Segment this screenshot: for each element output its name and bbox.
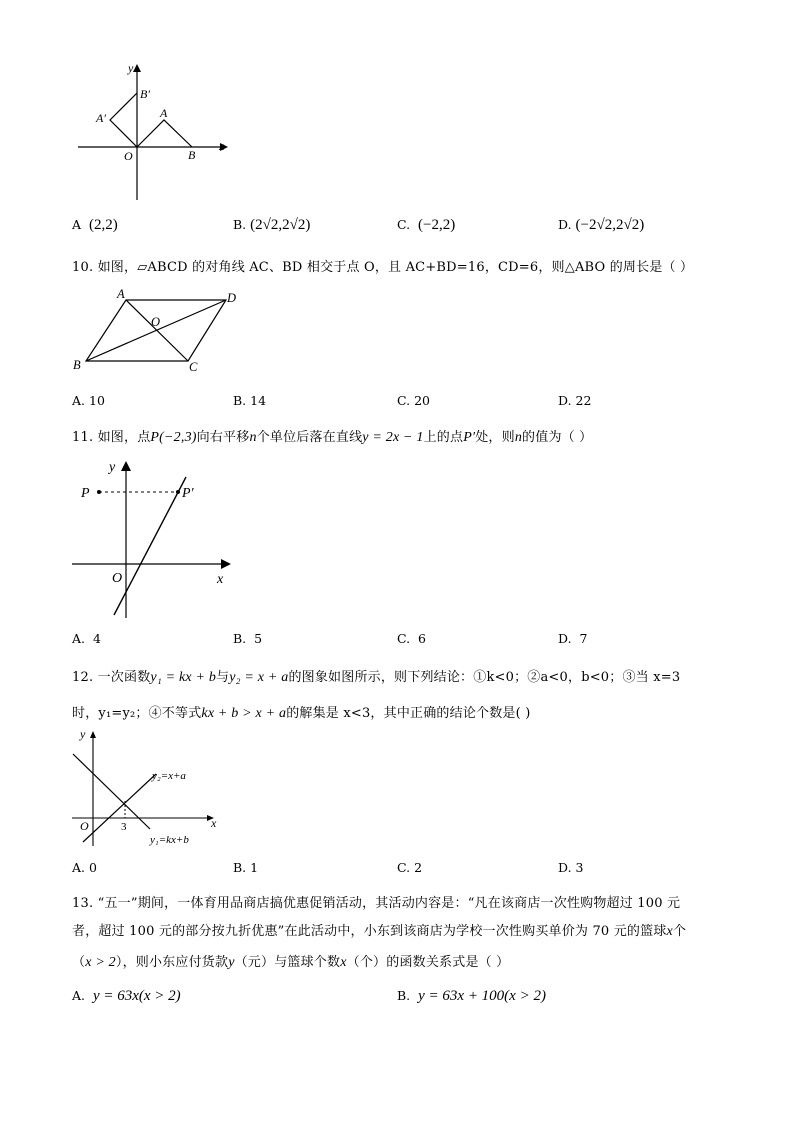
stem-text: （ (72, 955, 86, 970)
q12-label-3: 3 (121, 821, 127, 833)
option-letter: D. (558, 393, 572, 408)
q11-label-y: y (109, 460, 116, 475)
option-letter: B. (233, 393, 247, 408)
q12-option-d (558, 860, 584, 875)
stem-text: 的值为（ ） (522, 430, 593, 445)
q13-option-b (397, 988, 546, 1005)
q12-label-y2: y₂=x+a (152, 770, 186, 782)
q9-label-b-prime: B′ (140, 87, 150, 101)
stem-text: 上的点 (423, 430, 464, 445)
q10-option-c (397, 393, 430, 408)
q9-figure (70, 58, 240, 208)
option-letter: A. (72, 393, 86, 408)
q11-option-d (558, 631, 587, 646)
var-x: x (666, 924, 673, 939)
q10-option-a (72, 393, 105, 408)
q9-option-c (397, 217, 455, 234)
point-p: P(−2,3) (150, 430, 197, 445)
q12-label-x: x (211, 816, 217, 830)
option-text: 14 (250, 393, 267, 408)
inequality: kx + b > x + a (201, 706, 287, 721)
option-letter: C. (397, 860, 411, 875)
q12-option-b (233, 860, 258, 875)
q12-label-o: O (80, 819, 89, 833)
option-text: 2 (414, 860, 423, 875)
q13-option-a (72, 988, 181, 1005)
option-letter: D. (558, 631, 572, 646)
option-text: 10 (89, 393, 105, 408)
q12-label-y: y (80, 727, 86, 741)
option-text: 5 (254, 631, 263, 646)
q9-segment-a-prime-b-prime (110, 93, 137, 147)
q10-option-b (233, 393, 266, 408)
q12-option-c (397, 860, 422, 875)
q11-option-b (233, 631, 262, 646)
q10-stem: 10. 如图，▱ABCD 的对角线 AC、BD 相交于点 O，且 AC+BD=16，CD=6，则△ABO 的周长是（ ） (72, 260, 694, 275)
q12-line-y2 (83, 774, 156, 842)
q10-label-d: D (227, 291, 237, 305)
stem-text: （元）与篮球个数 (234, 955, 341, 970)
q12-label-y1: y₁=kx+b (150, 834, 189, 846)
q9-option-a (72, 217, 118, 234)
option-text: (2,2) (88, 217, 118, 233)
option-letter: D. (558, 217, 572, 232)
stem-text: 个 (672, 924, 687, 939)
stem-text: 与 (216, 670, 230, 685)
q12-figure (68, 726, 228, 852)
q10-label-b: B (73, 358, 81, 372)
option-text: y = 63x(x > 2) (92, 988, 181, 1004)
q11-option-a (72, 631, 101, 646)
q10-label-a: A (117, 287, 125, 301)
q13-stem-line2 (72, 920, 686, 940)
q11-label-p: P (81, 486, 90, 501)
q10-label-c: C (189, 360, 198, 374)
function-y1: y₁ = kx + b (150, 670, 217, 685)
q11-x-arrow (221, 559, 231, 569)
q10-figure (68, 286, 258, 378)
var-n: n (249, 430, 257, 445)
option-letter: A (72, 217, 82, 232)
q13-stem-line3 (72, 951, 509, 971)
q10-label-o: O (151, 315, 161, 329)
option-text: 1 (250, 860, 259, 875)
condition: x > 2 (85, 955, 116, 970)
line-equation: y = 2x − 1 (362, 430, 424, 445)
q9-label-a: A (160, 106, 168, 120)
q11-option-c (397, 631, 426, 646)
q11-label-o: O (112, 571, 123, 586)
stem-text: 的图象如图所示，则下列结论：①k<0；②a<0，b<0；③当 x=3 (288, 670, 681, 685)
stem-text: 11. 如图，点 (72, 430, 151, 445)
stem-text: ），则小东应付货款 (115, 955, 229, 970)
option-text: (2√2,2√2) (250, 217, 311, 233)
option-text: 22 (575, 393, 592, 408)
q9-segment-oab (137, 120, 192, 147)
option-letter: A. (72, 860, 86, 875)
q12-option-a (72, 860, 97, 875)
stem-text: 者，超过 100 元的部分按九折优惠”在此活动中，小东到该商店为学校一次性购买单价为 70 元的篮球 (72, 924, 667, 939)
q10-diagonal-bd (86, 300, 226, 361)
option-text: 20 (414, 393, 430, 408)
q13-stem-line1: 13. “五一”期间，一体育用品商店搞优惠促销活动，其活动内容是：“凡在该商店一次性购物超过 100 元 (72, 896, 681, 911)
q11-label-x: x (217, 572, 224, 587)
option-text: 0 (89, 860, 97, 875)
q9-label-y: y (128, 61, 134, 75)
option-letter: C. (397, 217, 411, 232)
option-letter: B. (233, 631, 247, 646)
q12-y-arrow (90, 731, 96, 738)
stem-text: 时，y₁=y₂；④不等式 (72, 706, 202, 721)
stem-text: （个）的函数关系式是（ ） (346, 955, 510, 970)
point-p-prime: P′ (463, 430, 476, 445)
q9-label-b: B (188, 148, 196, 162)
option-letter: A. (72, 988, 86, 1003)
option-letter: A. (72, 631, 86, 646)
stem-text: 的解集是 x<3，其中正确的结论个数是( ) (286, 706, 531, 721)
option-letter: B. (233, 860, 247, 875)
q11-point-p (97, 490, 101, 494)
option-letter: D. (558, 860, 572, 875)
option-text: 6 (418, 631, 426, 646)
q9-option-b (233, 217, 310, 234)
option-text: 3 (575, 860, 584, 875)
var-y: y (228, 955, 235, 970)
option-text: 4 (92, 631, 101, 646)
option-letter: B. (233, 217, 247, 232)
function-y2: y₂ = x + a (229, 670, 289, 685)
q12-stem-line2 (72, 702, 531, 722)
stem-text: 个单位后落在直线 (256, 430, 363, 445)
q9-label-x: x (219, 139, 225, 153)
option-letter: C. (397, 631, 411, 646)
q9-label-o: O (124, 149, 133, 163)
var-n: n (514, 430, 523, 445)
q11-line-y-2x-1 (114, 477, 186, 615)
q9-option-d (558, 217, 644, 234)
q11-stem (72, 426, 592, 446)
q11-figure (68, 455, 248, 625)
var-x: x (340, 955, 347, 970)
stem-text: 12. 一次函数 (72, 670, 151, 685)
q9-label-a-prime: A′ (96, 111, 106, 125)
option-text: y = 63x + 100(x > 2) (418, 988, 546, 1004)
q10-option-d (558, 393, 591, 408)
stem-text: 向右平移 (196, 430, 250, 445)
q9-y-arrow (133, 64, 141, 72)
option-letter: C. (397, 393, 411, 408)
q11-y-arrow (121, 461, 131, 471)
stem-text: 处，则 (475, 430, 515, 445)
option-text: (−2,2) (418, 217, 456, 233)
option-text: 7 (579, 631, 588, 646)
q11-point-p-prime (176, 490, 180, 494)
q11-label-p-prime: P′ (182, 486, 194, 501)
option-text: (−2√2,2√2) (575, 217, 645, 233)
q12-stem-line1 (72, 666, 680, 686)
option-letter: B. (397, 988, 411, 1003)
